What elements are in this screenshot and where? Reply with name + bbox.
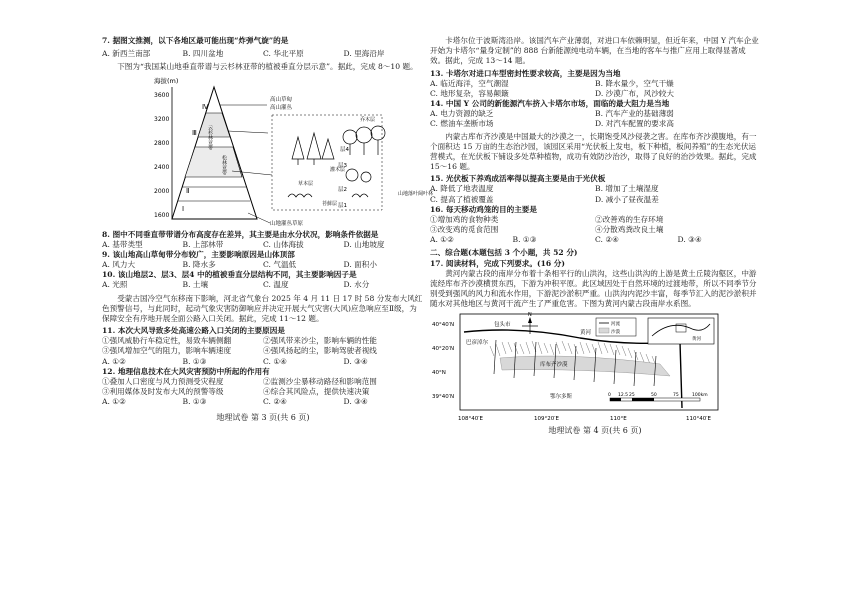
option-b: B. ①③ [182, 356, 207, 366]
svg-text:Ⅰ: Ⅰ [182, 204, 185, 213]
svg-text:110°40′E: 110°40′E [686, 416, 711, 423]
q13-options-row2 [430, 89, 760, 99]
page-footer-right: 地理试卷 第 4 页(共 6 页) [548, 426, 642, 436]
svg-text:层1: 层1 [338, 202, 347, 209]
q12-options [102, 397, 424, 407]
map-inset [648, 318, 714, 344]
q16-item-3: ③改变鸡的觅食范围 [430, 225, 499, 235]
svg-text:0: 0 [608, 393, 611, 399]
label-pine: 松林亚带 [221, 154, 227, 175]
svg-text:12.5: 12.5 [618, 393, 629, 399]
option-a: A. 光照 [102, 280, 128, 290]
left-page [102, 36, 434, 536]
q16-items-row2 [430, 225, 760, 235]
label-forest: 云杉林亚带 [207, 124, 213, 150]
option-a: A. 基带类型 [102, 239, 143, 249]
svg-text:110°E: 110°E [610, 416, 627, 423]
q10-options [102, 280, 424, 290]
q11-item-2: ②强风带来沙尘，影响车辆的性能 [263, 336, 377, 346]
label-herb-layer: 灌木层 [330, 166, 346, 173]
option-c: C. ②④ [595, 235, 619, 245]
option-c: C. ②④ [263, 397, 287, 407]
option-d: D. ③④ [343, 397, 368, 407]
page-footer-left: 地理试卷 第 3 页(共 6 页) [216, 413, 310, 423]
yellow-river-map [430, 312, 760, 424]
label-moss: 苔藓层 [322, 200, 338, 207]
option-d: D. 山地坡度 [343, 239, 385, 249]
intro-8-10: 下图为“我国某山地垂直带谱与云杉林亚带的植被垂直分层示意”。据此，完成 8～10 题。 [117, 62, 418, 72]
option-b: B. 上部林带 [182, 239, 224, 249]
q12-item-2: ②监测沙尘暴移动路径和影响范围 [263, 376, 377, 386]
passage-11-12: 受蒙古国冷空气东移南下影响，河北省气象台 2025 年 4 月 11 日 17 时 58 分发布大风红色预警信号，与此同时，起动气象灾害防御响应并决定开展大气灾害(大风)应急响应至Ⅱ级，为保障安全有序地开展全面公路入口关闭。据此，完成 11～12 题。 [102, 293, 423, 323]
map-label-yellow-river: 黄河 [580, 330, 592, 337]
tick-2400: 2400 [154, 163, 170, 171]
q11-item-3: ③强风增加空气的阻力，影响车辆速度 [102, 346, 232, 356]
svg-text:河流: 河流 [611, 322, 620, 328]
svg-text:Ⅳ: Ⅳ [202, 102, 209, 111]
q11-item-1: ①强风威胁行车稳定性，易致车辆侧翻 [102, 336, 232, 346]
top-passage: 卡塔尔位于波斯湾沿岸。该国汽车产业薄弱，对进口车依赖明显，但近年来，中国 Y 汽车企业开始为卡塔尔“量身定制”的 888 台新能源纯电动车辆，在当地的客车与推广应用上取得显著成效。据此，完成 13～14 题。 [430, 36, 759, 66]
option-b: B. 降水量少，空气干燥 [595, 78, 674, 88]
q8-stem: 8. 图中不同垂直带带谱分布高度存在差异，其主要是由水分状况，影响条件依据是 [102, 229, 379, 239]
option-c: C. 地形复杂，容易颠簸 [430, 88, 509, 98]
q10-stem: 10. 该山地层2、层3、层4 中的植被垂直分层结构不同，其主要影响因子是 [102, 270, 357, 280]
q12-items-row1 [102, 377, 424, 387]
q16-options [430, 235, 760, 245]
option-b: B. 四川盆地 [182, 49, 224, 59]
option-d: D. 减小了昼夜温差 [595, 194, 659, 204]
q8-options [102, 240, 424, 250]
option-a: A. 降低了地表温度 [430, 184, 494, 194]
option-d: D. 对汽车配置的要求高 [595, 119, 674, 129]
option-d: D. ③④ [343, 356, 368, 366]
svg-text:108°40′E: 108°40′E [458, 416, 483, 423]
svg-text:25: 25 [629, 393, 635, 399]
option-a: A. 电力资源的缺乏 [430, 109, 494, 119]
q14-stem: 14. 中国 Y 公司的新能源汽车挤入卡塔尔市场，面临的最大阻力是当地 [430, 99, 670, 109]
q16-item-2: ②改善鸡的生存环境 [595, 214, 664, 224]
option-d: D. 沙漠广布，风沙较大 [595, 88, 674, 98]
option-a: A. 新西兰南部 [102, 49, 151, 59]
q12-items-row2 [102, 387, 424, 397]
label-meadow-top: 高山草甸 [270, 96, 293, 103]
map-legend [596, 318, 636, 336]
map-label-bayannur: 巴彦淖尔 [466, 340, 489, 347]
q17-stem: 17. 阅读材料，完成下列要求。(16 分) [430, 258, 565, 268]
q11-stem: 11. 本次大风导致多处高速公路入口关闭的主要原因是 [102, 326, 285, 336]
q9-options [102, 260, 424, 270]
option-c: C. 温度 [263, 280, 289, 290]
q16-items-row1 [430, 215, 760, 225]
q14-options-row1 [430, 109, 760, 119]
svg-text:黄河: 黄河 [692, 337, 701, 343]
q16-item-4: ④分散鸡粪改良土壤 [595, 225, 664, 235]
svg-text:40°40′N: 40°40′N [432, 322, 455, 329]
q12-item-1: ①叠加人口密度与风力预测受灾程度 [102, 376, 224, 386]
right-page [430, 36, 760, 536]
svg-text:75: 75 [673, 393, 679, 399]
tick-1600: 1600 [154, 211, 170, 219]
q11-item-4: ④强风扬起的尘，影响驾驶者视线 [263, 346, 377, 356]
option-a: A. ①② [102, 356, 126, 366]
svg-text:Ⅱ: Ⅱ [186, 186, 190, 195]
option-b: B. 降水多 [182, 260, 216, 270]
tick-3200: 3200 [154, 115, 170, 123]
tick-2800: 2800 [154, 139, 170, 147]
q11-options [102, 357, 424, 367]
tick-2000: 2000 [154, 187, 170, 195]
svg-text:40°20′N: 40°20′N [432, 346, 455, 353]
option-b: B. 增加了土壤湿度 [595, 184, 659, 194]
q13-stem: 13. 卡塔尔对进口车型密封性要求较高，主要是因为当地 [430, 68, 621, 78]
option-b: B. ①③ [182, 397, 207, 407]
svg-text:40°N: 40°N [432, 370, 446, 377]
tick-3600: 3600 [154, 91, 170, 99]
q11-items-row2 [102, 346, 424, 356]
label-broadleaf: 山地落叶阔叶林 [398, 190, 434, 197]
option-a: A. 风力大 [102, 260, 136, 270]
option-d: D. 里海沿岸 [343, 49, 385, 59]
mountain-vegetation-figure [102, 75, 434, 230]
q12-stem: 12. 地理信息技术在大风灾害预防中所起的作用有 [102, 366, 270, 376]
q16-stem: 16. 每天移动鸡笼的目的主要是 [430, 204, 537, 214]
option-c: C. 气温低 [263, 260, 297, 270]
label-tree-layer: 乔木层 [360, 116, 376, 123]
q7-options [102, 49, 424, 59]
svg-text:层3: 层3 [338, 162, 347, 169]
svg-text:N: N [528, 312, 532, 319]
label-grass: 草本层 [298, 180, 314, 187]
option-b: B. ①③ [512, 235, 537, 245]
option-a: A. 临近海洋，空气潮湿 [430, 78, 509, 88]
svg-text:50: 50 [651, 393, 657, 399]
latitude-labels [432, 322, 454, 400]
q11-items-row1 [102, 336, 424, 346]
option-c: C. 华北平原 [263, 49, 304, 59]
option-a: A. ①② [430, 235, 454, 245]
option-c: C. 山体海拔 [263, 239, 304, 249]
option-c: C. 提高了植被覆盖 [430, 194, 494, 204]
section-2-heading: 二、综合题(本题包括 3 个小题，共 52 分) [430, 248, 578, 258]
svg-text:100km: 100km [692, 393, 708, 399]
q13-options-row1 [430, 79, 760, 89]
option-c: C. 燃油车垄断市场 [430, 119, 494, 129]
option-b: B. 土壤 [182, 280, 209, 290]
q14-options-row2 [430, 119, 760, 129]
q15-options-row2 [430, 195, 760, 205]
label-bottom: 山地灌丛草原 [270, 220, 304, 227]
label-shrub-top: 高山灌丛 [270, 104, 293, 111]
y-ticks [154, 92, 169, 219]
axis-label: 海拔(m) [154, 76, 179, 85]
passage-15-16: 内蒙古库布齐沙漠是中国最大的沙漠之一，长期饱受风沙侵袭之害。在库布齐沙漠腹地，有一个面积达 15 万亩的生态治沙园，该园区采用“光伏板上发电，板下种植，板间养殖”的生态光伏运营模式，在光伏板下铺设多处草种植物，成功有效防沙治沙，取得了良好的治沙效果。据此，完成 15～16 题。 [430, 131, 757, 172]
option-c: C. ①④ [263, 356, 287, 366]
svg-text:39°40′N: 39°40′N [432, 394, 455, 401]
option-d: D. 水分 [343, 280, 370, 290]
option-a: A. ①② [102, 397, 126, 407]
svg-text:Ⅲ: Ⅲ [192, 128, 197, 137]
q7-stem: 7. 据图文推测，以下各地区最可能出现“炸弹气旋”的是 [102, 36, 289, 45]
map-label-kubuqi: 库布齐沙漠 [540, 362, 568, 369]
q16-item-1: ①增加鸡的食物种类 [430, 214, 499, 224]
map-label-ordos: 鄂尔多斯 [550, 394, 573, 401]
q15-stem: 15. 光伏板下养鸡成活率得以提高主要是由于光伏板 [430, 174, 606, 184]
svg-text:层2: 层2 [338, 186, 347, 193]
option-b: B. 汽车产业的基础薄弱 [595, 109, 674, 119]
q17-passage: 黄河内蒙古段的南岸分布着十条相平行的山洪沟，这些山洪沟的上游是黄土丘陵沟壑区，中游流经库布齐沙漠横贯东西，下游为冲积平原。此区域因处于自然环境的过渡地带，所以不同季节分别受到强风的风力和流水作用，下游泥沙淤积严重。山洪沟内泥沙丰富，每季节汇入的泥沙淤积并随水对其他地区与黄河干流产生了严重危害。下图为黄河内蒙古段南岸水系图。 [430, 268, 757, 309]
longitude-labels [458, 416, 711, 422]
q12-item-3: ③利用媒体及时发布大风的预警等级 [102, 387, 224, 397]
q15-options-row1 [430, 184, 760, 194]
q9-stem: 9. 该山地高山草甸带分布较广，主要影响原因是山体顶部 [102, 249, 295, 259]
svg-text:沙漠: 沙漠 [611, 330, 620, 336]
svg-text:层4: 层4 [340, 146, 349, 153]
map-label-baotou: 包头市 [494, 322, 511, 329]
option-d: D. 面积小 [343, 260, 377, 270]
option-d: D. ③④ [677, 235, 702, 245]
svg-text:109°20′E: 109°20′E [534, 416, 559, 423]
q12-item-4: ④综合其风险点，提供快速决策 [263, 387, 370, 397]
